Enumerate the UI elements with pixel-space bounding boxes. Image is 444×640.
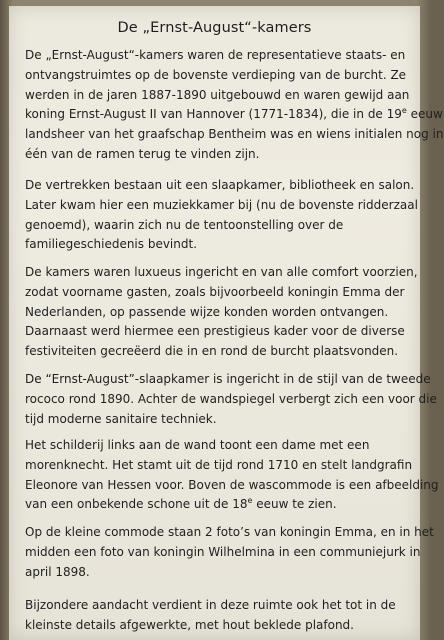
text-fragment: van een onbekende schone uit de 18 [25, 497, 248, 512]
information-sheet [9, 6, 444, 640]
text-line: rococo rond 1890. Achter de wandspiegel verbergt zich een voor die [25, 391, 437, 406]
superscript: e [401, 106, 407, 116]
text-line: kleinste details afgewerkte, met hout beklede plafond. [25, 617, 354, 632]
text-line: landsheer van het graafschap Bentheim was en wiens initialen nog in [25, 127, 444, 142]
text-line: tijd moderne sanitaire techniek. [25, 411, 217, 426]
text-line: genoemd), waarin zich nu de tentoonstelling over de [25, 217, 344, 232]
superscript: e [247, 496, 253, 506]
text-fragment: eeuw [406, 107, 443, 122]
text-fragment: eeuw te zien. [252, 497, 337, 512]
text-fragment: koning Ernst-August II van Hannover (1771-1834), die in de 19 [25, 107, 402, 122]
paragraph-5 [25, 436, 439, 515]
text-line: werden in de jaren 1887-1890 uitgebouwd en waren gewijd aan [25, 87, 410, 102]
text-line: één van de ramen terug te vinden zijn. [25, 146, 260, 161]
paragraph-3 [25, 263, 417, 362]
text-line [25, 105, 443, 125]
paragraph-2 [25, 176, 417, 255]
text-line: familiegeschiedenis bevindt. [25, 237, 198, 252]
text-line: De kamers waren luxueus ingericht en van alle comfort voorzien, [25, 265, 418, 279]
paragraph-7 [25, 596, 417, 636]
text-line: De vertrekken bestaan uit een slaapkamer, bibliotheek en salon. [25, 178, 415, 192]
paragraph-4 [25, 370, 437, 429]
text-line: Bijzondere aandacht verdient in deze ruimte ook het tot in de [25, 598, 396, 612]
paragraph-1 [25, 46, 444, 165]
text-line: april 1898. [25, 564, 90, 579]
text-line: midden een foto van koningin Wilhelmina in een communiejurk in [25, 544, 421, 559]
text-line: festiviteiten gecreëerd die in en rond de burcht plaatsvonden. [25, 344, 399, 359]
paragraph-6 [25, 523, 434, 582]
text-line: De „Ernst-August“-kamers waren de representatieve staats- en [25, 48, 406, 62]
text-line: morenknecht. Het stamt uit de tijd rond 1710 en stelt landgrafin [25, 457, 413, 472]
text-line: Daarnaast werd hiermee een prestigieus kader voor de diverse [25, 324, 405, 339]
text-line: De “Ernst-August”-slaapkamer is ingericht in de stijl van de tweede [25, 372, 431, 386]
text-line: Eleonore van Hessen voor. Boven de wascommode is een afbeelding [25, 477, 439, 492]
text-line: Het schilderij links aan de wand toont een dame met een [25, 438, 370, 452]
text-line: Later kwam hier een muziekkamer bij (nu de bovenste ridderzaal [25, 197, 418, 212]
text-line: Nederlanden, op passende wijze konden worden ontvangen. [25, 304, 389, 319]
text-line: zodat voorname gasten, zoals bijvoorbeeld koningin Emma der [25, 284, 405, 299]
text-line: Op de kleine commode staan 2 foto’s van koningin Emma, en in het [25, 525, 434, 539]
text-line: ontvangstruimtes op de bovenste verdieping van de burcht. Ze [25, 67, 407, 82]
text-line [25, 495, 417, 515]
page-title: De „Ernst-August“-kamers [117, 20, 312, 36]
